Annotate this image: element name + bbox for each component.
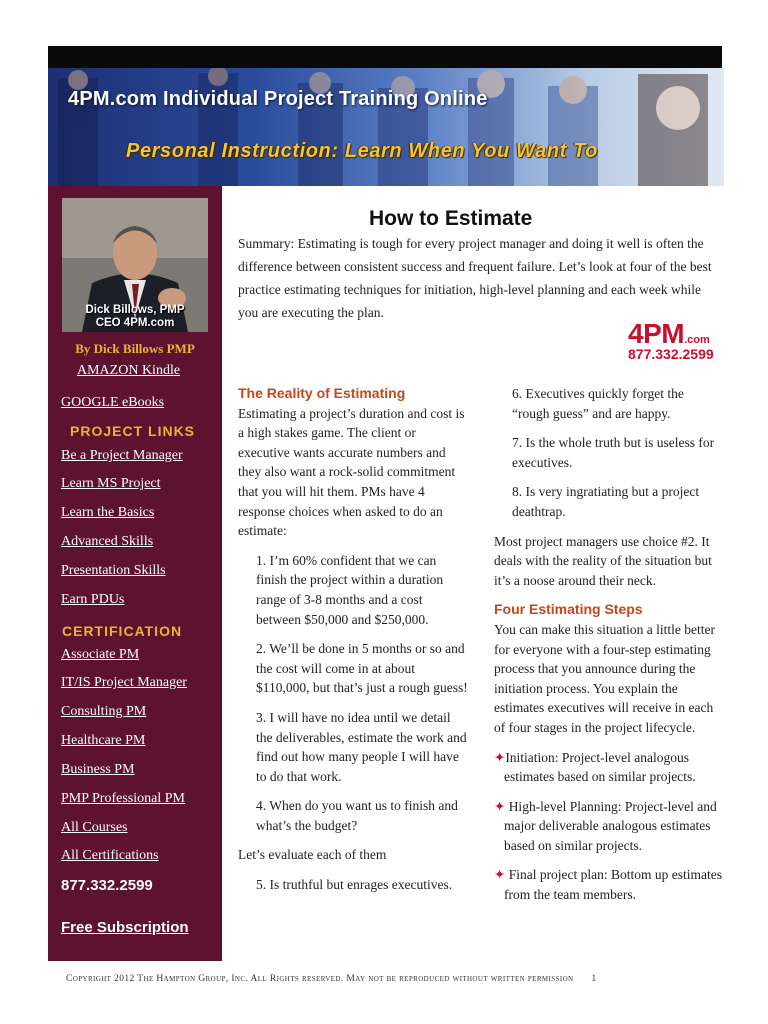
logo-text: 4PM [628, 318, 685, 349]
link-learn-the-basics[interactable]: Learn the Basics [61, 505, 155, 520]
most-pms-paragraph: Most project managers use choice #2. It deals with the reality of the situation but it’s a noose around their neck. [494, 533, 712, 588]
star-bullet-icon: ✦ [494, 749, 506, 765]
eval-6: 6. Executives quickly forget the “rough guess” and are happy. [512, 386, 684, 421]
step-bullet-high-level [494, 797, 724, 856]
sidebar [48, 186, 222, 961]
step-bullet-initiation [494, 748, 724, 787]
eval-7: 7. Is the whole truth but is useless for executives. [512, 435, 715, 470]
footer [66, 974, 597, 984]
link-business-pm[interactable]: Business PM [61, 762, 135, 777]
right-column [494, 384, 724, 915]
link-earn-pdus[interactable]: Earn PDUs [61, 592, 125, 607]
eval-8: 8. Is very ingratiating but a project deathtrap. [512, 484, 700, 519]
link-healthcare-pm[interactable]: Healthcare PM [61, 733, 146, 748]
sidebar-phone: 877.332.2599 [61, 877, 153, 894]
link-learn-ms-project[interactable]: Learn MS Project [61, 476, 161, 491]
link-all-certifications[interactable]: All Certifications [61, 848, 159, 863]
section-heading-reality: The Reality of Estimating [238, 385, 406, 401]
link-presentation-skills[interactable]: Presentation Skills [61, 563, 166, 578]
top-black-bar [48, 46, 722, 68]
footer-copyright: Copyright 2012 The Hampton Group, Inc. All Rights reserved. May not be reproduced without written permission [66, 974, 574, 984]
step-bullet-text: High-level Planning: Project-level and major deliverable analogous estimates based on similar projects. [504, 798, 717, 853]
steps-intro: You can make this situation a little better for everyone with a four-step estimating process that you announce during the initiation process. You explain the estimates executives will receive in each of four stages in the project lifecycle. [494, 621, 715, 735]
banner-title: 4PM.com Individual Project Training Online [68, 88, 488, 110]
banner-people-image [48, 68, 724, 186]
left-column [238, 384, 470, 905]
section-heading-four-steps: Four Estimating Steps [494, 601, 643, 618]
reality-intro: Estimating a project’s duration and cost is a high stakes game. The client or executive wants accurate numbers and they also want a rock-solid commitment that you will hit them. PMs have 4 response choices when asked to do an estimate: [238, 405, 465, 539]
logo-phone: 877.332.2599 [628, 346, 714, 362]
link-google-ebooks[interactable]: GOOGLE eBooks [61, 395, 165, 410]
logo-com: .com [684, 334, 710, 346]
link-it-is-project-manager[interactable]: IT/IS Project Manager [61, 675, 187, 690]
article-title: How to Estimate [369, 207, 533, 230]
choice-3: 3. I will have no idea until we detail the deliverables, estimate the work and find out how many people I will have to do that work. [256, 709, 467, 784]
author-title-caption: CEO 4PM.com [95, 317, 175, 329]
free-subscription-link[interactable]: Free Subscription [61, 919, 189, 936]
link-all-courses[interactable]: All Courses [61, 820, 128, 835]
4pm-logo [628, 318, 714, 362]
evaluate-line: Let’s evaluate each of them [238, 847, 387, 863]
banner-tagline: Personal Instruction: Learn When You Want To [126, 140, 598, 162]
link-pmp-professional-pm[interactable]: PMP Professional PM [61, 791, 185, 806]
eval-5: 5. Is truthful but enrages executives. [256, 877, 453, 893]
choice-1: 1. I’m 60% confident that we can finish the project within a duration range of 3-8 months and a cost between $50,000 and $250,000. [256, 552, 444, 627]
author-photo-caption [62, 304, 208, 330]
link-be-a-project-manager[interactable]: Be a Project Manager [61, 448, 183, 463]
link-advanced-skills[interactable]: Advanced Skills [61, 534, 154, 549]
article-summary: Summary: Estimating is tough for every project manager and doing it well is often the difference between consistent success and frequent failure. Let’s look at four of the best practice estimating techniques for initiation, high-level planning and each week while you are executing the plan. [238, 236, 712, 320]
project-links-heading: PROJECT LINKS [70, 423, 196, 439]
step-bullet-final-plan [494, 865, 724, 904]
step-bullet-text: Final project plan: Bottom up estimates from the team members. [504, 867, 723, 903]
choice-2: 2. We’ll be done in 5 months or so and the cost will come in at about $110,000, but that’s just a rough guess! [256, 641, 468, 696]
choice-4: 4. When do you want us to finish and what’s the budget? [256, 798, 458, 833]
link-amazon-kindle[interactable]: AMAZON Kindle [77, 363, 181, 378]
author-photo [62, 198, 208, 332]
certification-heading: CERTIFICATION [62, 623, 183, 639]
link-consulting-pm[interactable]: Consulting PM [61, 704, 147, 719]
star-bullet-icon: ✦ [494, 867, 506, 883]
author-byline: By Dick Billows PMP [75, 341, 195, 356]
step-bullet-text: Initiation: Project-level analogous estimates based on similar projects. [504, 749, 696, 785]
page-number: 1 [591, 974, 597, 984]
star-bullet-icon: ✦ [494, 798, 506, 814]
author-name-caption: Dick Billows, PMP [85, 304, 185, 316]
link-associate-pm[interactable]: Associate PM [61, 647, 140, 662]
header-banner [48, 68, 724, 186]
